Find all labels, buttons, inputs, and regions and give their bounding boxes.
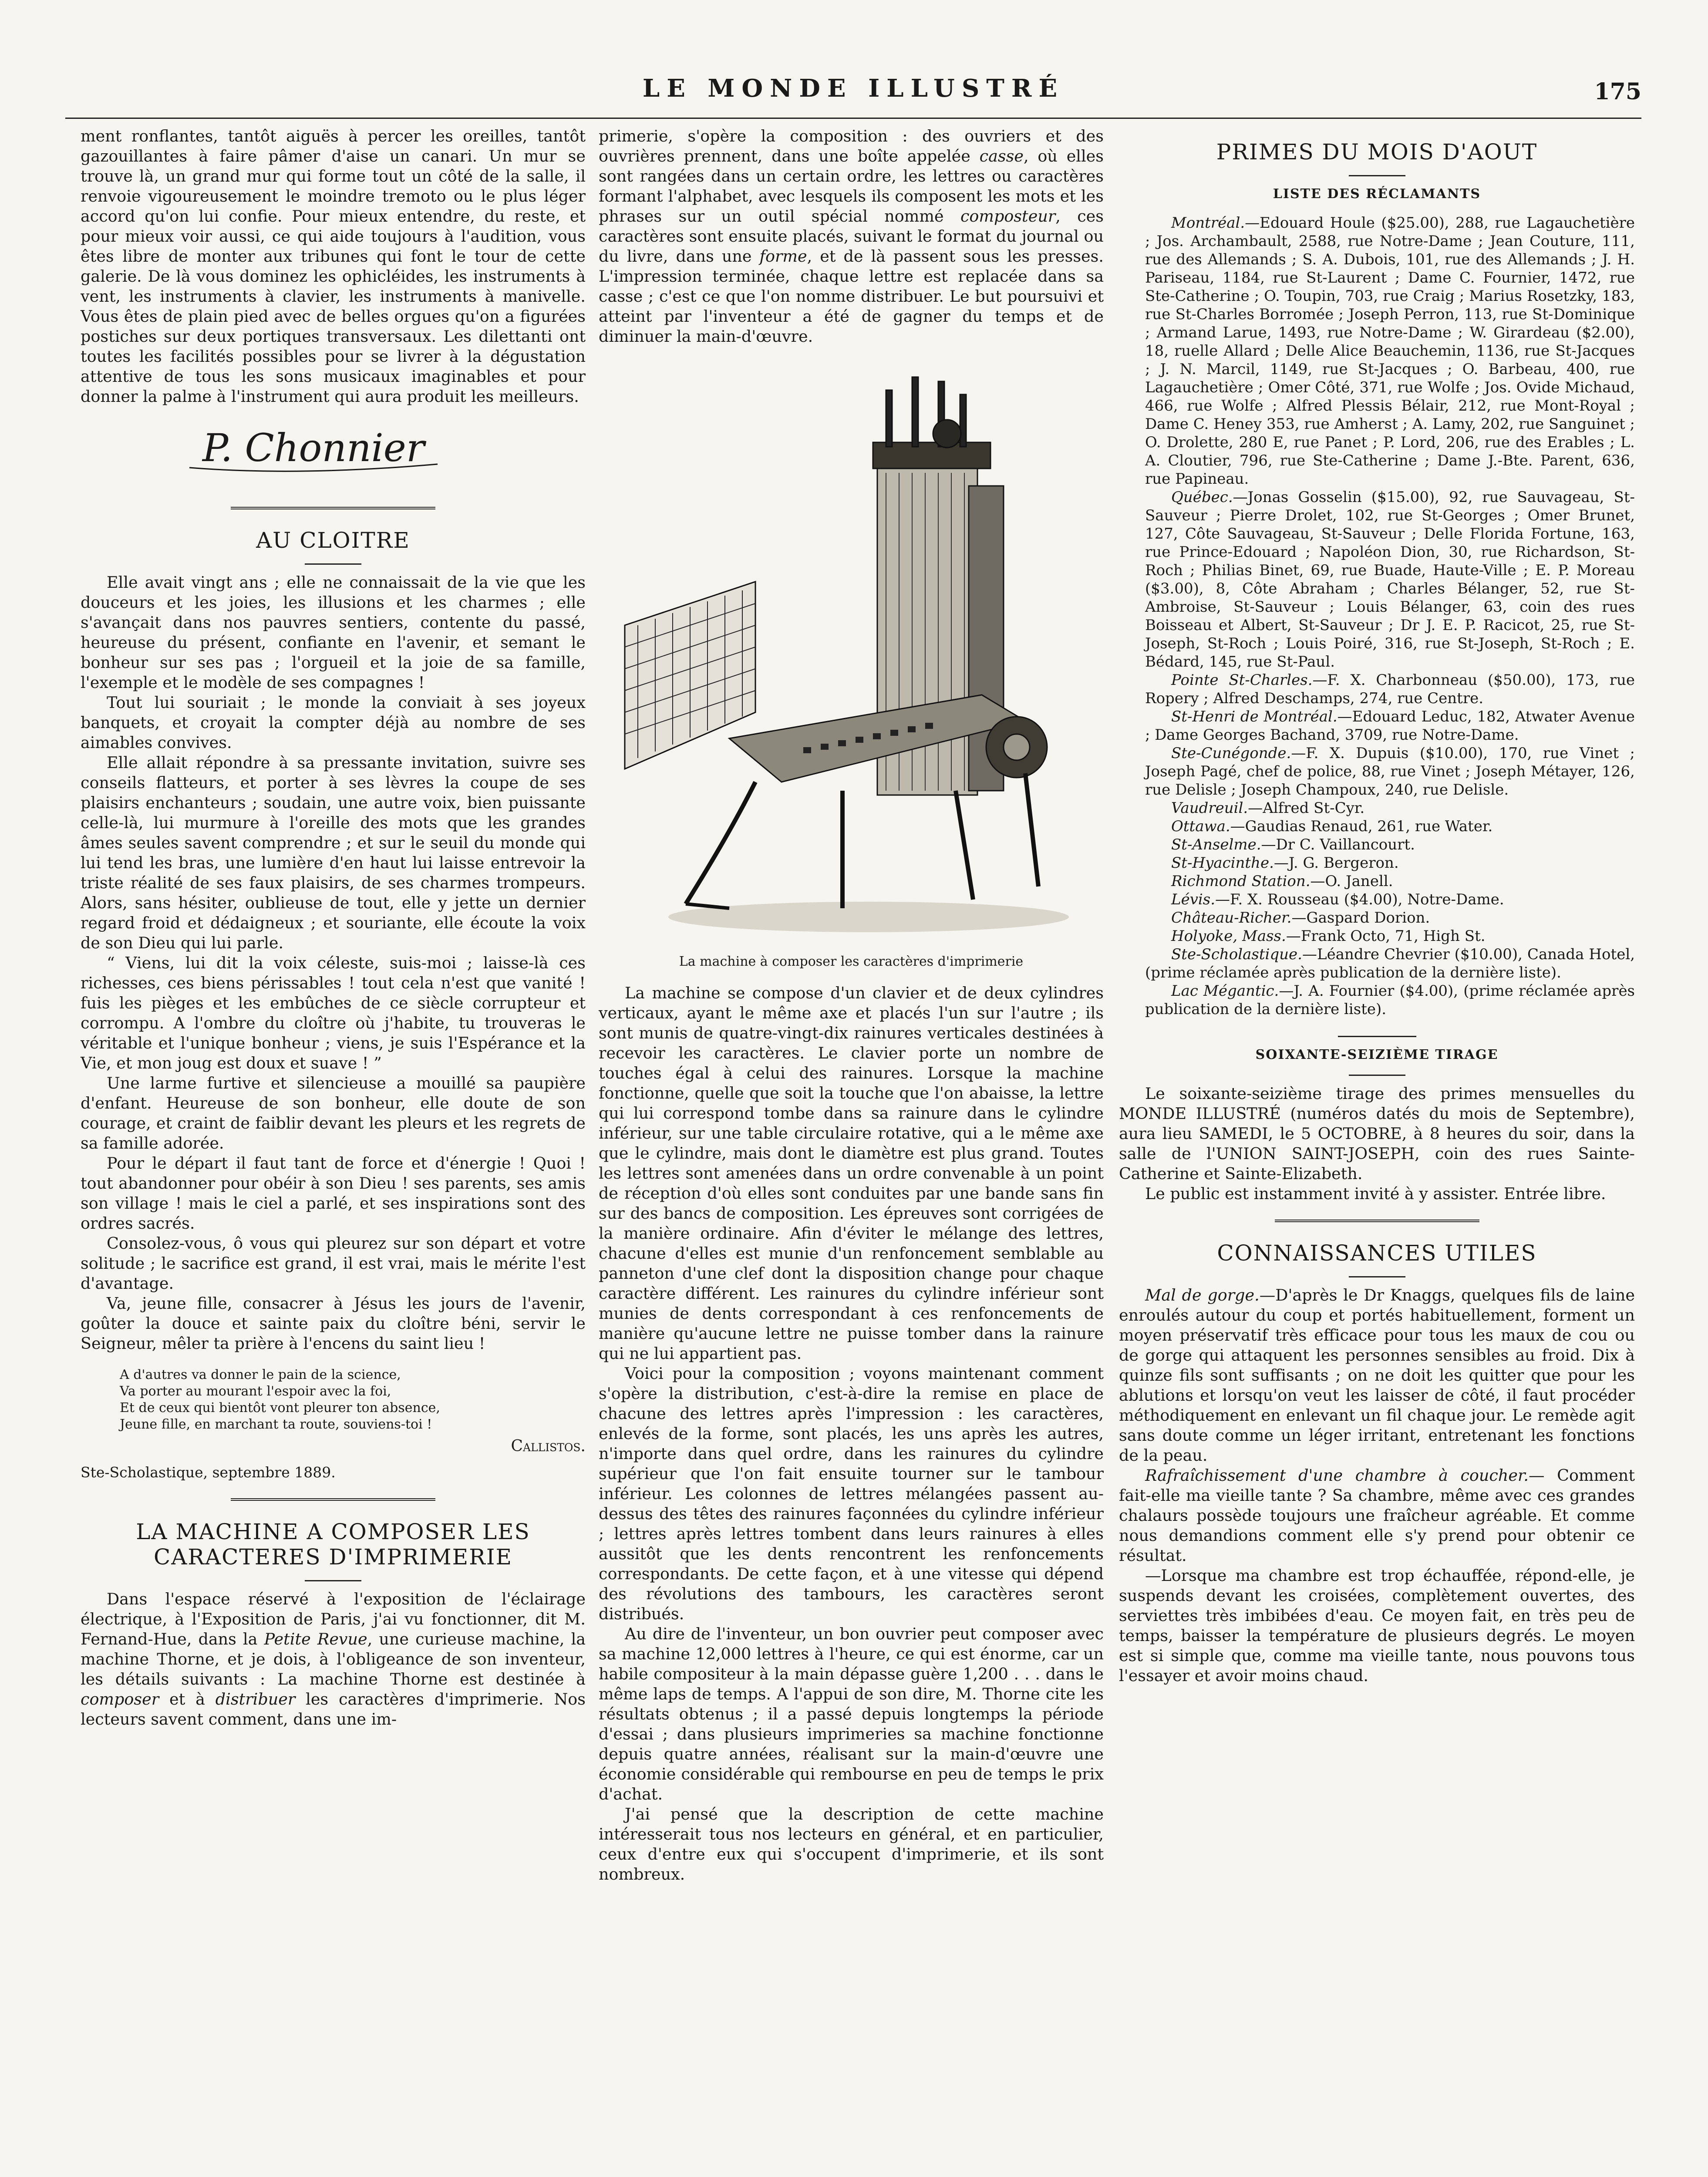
paragraph: Mal de gorge.—D'après le Dr Knaggs, quelques fils de laine enroulés autour du coup et portés habituellement, forment un moyen préservatif très efficace pour tous les maux de cou ou de gorge qui attaquent les personnes sensibles au froid. Dix à quinze fils sont suffisants ; on ne doit les quitter que pour les ablutions et lorsqu'on veut les laisser de côté, il faut procéder méthodiquement en enlevant un fil chaque jour. Le remède agit sans doute comme un léger irritant, entretenant les fonctions de la peau. bbox=[1119, 1286, 1635, 1465]
paragraph: Une larme furtive et silencieuse a mouillé sa paupière d'enfant. Heureuse de son bonheur, elle doute de son courage, et craint de faiblir devant les pleurs et les regrets de sa famille adorée. bbox=[81, 1074, 586, 1153]
section-title-connaissances: CONNAISSANCES UTILES bbox=[1217, 1240, 1537, 1266]
list-item: St-Henri de Montréal.—Edouard Leduc, 182, Atwater Avenue ; Dame Georges Bachand, 3709, rue Notre-Dame. bbox=[1145, 708, 1635, 744]
section-title-au-cloitre: AU CLOITRE bbox=[256, 528, 410, 553]
list-item: Pointe St-Charles.—F. X. Charbonneau ($50.00), 173, rue Ropery ; Alfred Deschamps, 274, rue Centre. bbox=[1145, 671, 1635, 707]
section-title-tirage: SOIXANTE-SEIZIÈME TIRAGE bbox=[1255, 1047, 1499, 1062]
paragraph: Consolez-vous, ô vous qui pleurez sur son départ et votre solitude ; le sacrifice est grand, il est vrai, mais le mérite l'est d'avantage. bbox=[81, 1234, 586, 1293]
section-divider bbox=[231, 507, 435, 512]
title-rule bbox=[1349, 175, 1405, 176]
column-3 bbox=[1119, 126, 1635, 1686]
title-rule bbox=[305, 1580, 361, 1581]
paragraph: primerie, s'opère la composition : des ouvriers et des ouvrières prennent, dans une boîte appelée casse, où elles sont rangées dans un certain ordre, les lettres ou caractères formant l'alphabet, avec lesquels ils composent les mots et les phrases sur un outil spécial nommé composteur, ces caractères sont ensuite placés, suivant le format du journal ou du livre, dans une forme, et de là passent sous les presses. L'impression terminée, chaque lettre est replacée dans sa casse ; c'est ce que l'on nomme distribuer. Le but poursuivi et atteint par l'inventeur a été de gagner du temps et de diminuer la main-d'œuvre. bbox=[599, 127, 1104, 346]
section-divider bbox=[231, 1498, 435, 1503]
primes-list bbox=[1119, 214, 1635, 1018]
paragraph: Le public est instamment invité à y assister. Entrée libre. bbox=[1145, 1184, 1606, 1203]
paragraph: Tout lui souriait ; le monde la conviait à ses joyeux banquets, et croyait la compter déjà au nombre de ses aimables convives. bbox=[81, 693, 586, 752]
poem-line: Et de ceux qui bientôt vont pleurer ton absence, bbox=[120, 1400, 440, 1415]
list-item: Lac Mégantic.—J. A. Fournier ($4.00), (prime réclamée après publication de la dernière liste). bbox=[1145, 982, 1635, 1018]
paragraph: La machine se compose d'un clavier et de deux cylindres verticaux, ayant le même axe et placés l'un sur l'autre ; ils sont munis de quatre-vingt-dix rainures verticales destinées à recevoir les caractères. Le clavier porte un nombre de touches égal à celui des rainures. Lorsque la machine fonctionne, quelle que soit la touche que l'on abaisse, la lettre qui lui correspond tombe dans sa rainure dans le cylindre inférieur, sur une table circulaire rotative, qui a le même axe que le cylindre, mais dont le diamètre est plus grand. Toutes les lettres sont amenées dans un ordre convenable à un point de réception d'où elles sont conduites par une bande sans fin sur des bancs de composition. Les épreuves sont corrigées de la manière ordinaire. Afin d'éviter le mélange des lettres, chacune d'elles est munie d'un renfoncement semblable au panneton d'une clef dont la disposition change pour chaque caractère différent. Les rainures du cylindre inférieur sont munies de dents correspondant à ces renfoncements de manière qu'aucune lettre ne puisse tomber dans la rainure qui ne lui appartient pas. bbox=[599, 984, 1104, 1363]
list-item: Québec.—Jonas Gosselin ($15.00), 92, rue Sauvageau, St-Sauveur ; Pierre Drolet, 102, rue St-Georges ; Omer Brunet, 127, Côte Sauvageau, St-Sauveur ; Delle Florida Fortune, 163, rue Prince-Edouard ; Napoléon Dion, 30, rue Richardson, St-Roch ; Philias Binet, 69, rue Buade, Haute-Ville ; E. P. Moreau ($3.00), 8, Côte Abraham ; Charles Bélanger, 52, rue St-Ambroise, St-Sauveur ; Louis Bélanger, 63, coin des rues Boisseau et Albert, St-Sauveur ; Dr J. E. P. Racicot, 25, rue St-Joseph, St-Roch ; Louis Poiré, 316, rue St-Joseph, St-Roch ; E. Bédard, 145, rue St-Paul. bbox=[1145, 489, 1635, 671]
paragraph: Le soixante-seizième tirage des primes mensuelles du MONDE ILLUSTRÉ (numéros datés du mois de Septembre), aura lieu SAMEDI, le 5 OCTOBRE, à 8 heures du soir, dans la salle de l'UNION SAINT-JOSEPH, coin des rues Sainte-Catherine et Sainte-Elizabeth. bbox=[1119, 1084, 1635, 1183]
paragraph: Voici pour la composition ; voyons maintenant comment s'opère la distribution, c'est-à-dire la remise en place de chacune des lettres après l'impression : les caractères, enlevés de la forme, sont placés, les uns après les autres, n'importe dans quel ordre, dans les rainures du cylindre supérieur que l'on fait ensuite tourner sur le tambour inférieur. Les colonnes de lettres mélangées passent au-dessus des têtes des rainures façonnées du cylindre inférieur ; lettres après lettres tombent dans leurs rainures à elles aussitôt que les dents rencontrent les renfoncements correspondants. De cette façon, et à une vitesse qui dépend des révolutions des tambours, les caractères seront distribués. bbox=[599, 1364, 1104, 1623]
section-divider bbox=[1275, 1220, 1479, 1225]
section-divider bbox=[1338, 1036, 1416, 1037]
poem-line: Jeune fille, en marchant ta route, souviens-toi ! bbox=[120, 1417, 432, 1432]
machine-illustration bbox=[599, 364, 1104, 947]
article-continuation: ment ronflantes, tantôt aiguës à percer les oreilles, tantôt gazouillantes à faire pâmer d'aise un canari. Un mur se trouve là, un grand mur qui forme tout un côté de la salle, il renvoie vigoureusement le moindre tremoto ou le plus léger accord qu'on lui confie. Pour mieux entendre, du reste, et pour mieux voir aussi, ce qui aide toujours à l'audition, vous êtes libre de monter aux tribunes qui font le tour de cette galerie. De là vous dominez les ophicléides, les instruments à vent, les instruments à clavier, les instruments à manivelle. Vous êtes de plain pied avec de belles orgues qu'on a figurées postiches sur deux portiques transversaux. Les dilettanti ont toutes les facilités possibles pour se livrer à la dégustation attentive de tous les sons musicaux imaginables et pour donner la palme à l'instrument qui aura produit les meilleurs. bbox=[81, 127, 586, 406]
signature bbox=[81, 415, 586, 481]
list-item: Richmond Station.—O. Janell. bbox=[1171, 873, 1393, 890]
typesetting-machine-engraving bbox=[599, 364, 1104, 947]
list-item: Holyoke, Mass.—Frank Octo, 71, High St. bbox=[1171, 927, 1486, 945]
title-rule bbox=[1349, 1276, 1405, 1277]
list-title: LISTE DES RÉCLAMANTS bbox=[1273, 186, 1481, 202]
page-header bbox=[65, 65, 1641, 118]
poem-author: Callistos. bbox=[511, 1437, 586, 1455]
list-item: Ottawa.—Gaudias Renaud, 261, rue Water. bbox=[1171, 818, 1493, 835]
section-title-machine: LA MACHINE A COMPOSER LES CARACTERES D'IMPRIMERIE bbox=[136, 1519, 530, 1570]
poem-line: Va porter au mourant l'espoir avec la foi, bbox=[120, 1384, 391, 1399]
paragraph: —Lorsque ma chambre est trop échauffée, répond-elle, je suspends devant les croisées, complètement ouvertes, des serviettes très imbibées d'eau. Ce moyen fait, en très peu de temps, baisser la température de plusieurs degrés. Le moyen est si simple que, comme ma vieille tante, nous pouvons tous l'essayer et avoir moins chaud. bbox=[1119, 1566, 1635, 1685]
list-item: St-Hyacinthe.—J. G. Bergeron. bbox=[1171, 854, 1399, 872]
section-title-primes: PRIMES DU MOIS D'AOUT bbox=[1216, 139, 1538, 165]
list-item: Ste-Cunégonde.—F. X. Dupuis ($10.00), 170, rue Vinet ; Joseph Pagé, chef de police, 88, rue Vinet ; Joseph Métayer, 126, rue Delisle ; Joseph Champoux, 240, rue Delisle. bbox=[1145, 745, 1635, 799]
page-number: 175 bbox=[1594, 78, 1641, 105]
paragraph: Dans l'espace réservé à l'exposition de l'éclairage électrique, à l'Exposition de Paris, j'ai vu fonctionner, dit M. Fernand-Hue, dans la Petite Revue, une curieuse machine, la machine Thorne, et je dois, à l'obligeance de son inventeur, les détails suivants : La machine Thorne est destinée à composer et à distribuer les caractères d'imprimerie. Nos lecteurs savent comment, dans une im- bbox=[81, 1590, 586, 1729]
list-item: Vaudreuil.—Alfred St-Cyr. bbox=[1171, 799, 1365, 817]
column-2 bbox=[599, 126, 1104, 1884]
paragraph: Elle allait répondre à sa pressante invitation, suivre ses conseils flatteurs, et porter à ses lèvres la coupe de ses plaisirs enchanteurs ; soudain, une autre voix, bien puissante celle-là, lui murmure à l'oreille des mots que les grandes âmes seules savent comprendre ; et sur le seuil du monde qui lui tend les bras, une lumière d'en haut lui laisse entrevoir la triste réalité de ses faux plaisirs, de ses charmes trompeurs. Alors, sans hésiter, oublieuse de tout, elle y jette un dernier regard froid et dédaigneux ; et souriante, elle écoute la voix de son Dieu qui lui parle. bbox=[81, 753, 586, 952]
paragraph: Va, jeune fille, consacrer à Jésus les jours de l'avenir, goûter la douce et sainte paix du cloître béni, servir le Seigneur, mêler ta prière à l'encens du saint lieu ! bbox=[81, 1294, 586, 1353]
paragraph: Rafraîchissement d'une chambre à coucher.— Comment fait-elle ma vieille tante ? Sa chambre, même avec ces grandes chalaurs possède toujours une fraîcheur agréable. Et comme nous demandions comment elle s'y prend pour obtenir ce résultat. bbox=[1119, 1466, 1635, 1565]
signature-graphic bbox=[81, 415, 586, 481]
title-rule bbox=[1349, 1075, 1405, 1076]
header-rule bbox=[65, 118, 1641, 119]
paragraph: Elle avait vingt ans ; elle ne connaissait de la vie que les douceurs et les joies, les illusions et les charmes ; elle s'avançait dans nos pauvres sentiers, contente du passé, heureuse du présent, confiante en l'avenir, et semant le bonheur sur ses pas ; l'orgueil et la joie de sa famille, l'exemple et le modèle de ses compagnes ! bbox=[81, 573, 586, 692]
poem-line: A d'autres va donner le pain de la science, bbox=[120, 1367, 401, 1382]
column-1 bbox=[81, 126, 586, 1729]
place-date: Ste-Scholastique, septembre 1889. bbox=[81, 1464, 336, 1481]
poem bbox=[120, 1367, 586, 1433]
list-item: Ste-Scholastique.—Léandre Chevrier ($10.00), Canada Hotel, (prime réclamée après publication de la dernière liste). bbox=[1145, 946, 1635, 981]
signature-text: P. Chonnier bbox=[202, 425, 424, 470]
paragraph: “ Viens, lui dit la voix céleste, suis-moi ; laisse-là ces richesses, ces biens périssables ! tout cela n'est que vanité ! fuis les pièges et les embûches de ce siècle corrupteur et corrompu. A l'ombre du cloître où j'habite, tu trouveras le véritable et l'unique bonheur ; viens, je suis l'Espérance et la Vie, et mon joug est doux et suave ! ” bbox=[81, 954, 586, 1072]
list-item: Château-Richer.—Gaspard Dorion. bbox=[1171, 909, 1430, 927]
list-item: St-Anselme.—Dr C. Vaillancourt. bbox=[1171, 836, 1415, 853]
newspaper-title: LE MONDE ILLUSTRÉ bbox=[642, 74, 1065, 103]
figure-caption: La machine à composer les caractères d'imprimerie bbox=[679, 954, 1024, 969]
list-item: Montréal.—Edouard Houle ($25.00), 288, rue Lagauchetière ; Jos. Archambault, 2588, rue Notre-Dame ; Jean Couture, 111, rue des Allemands ; S. A. Dubois, 101, rue des Allemands ; J. H. Pariseau, 1184, rue St-Laurent ; Dame C. Fournier, 1472, rue Ste-Catherine ; O. Toupin, 703, rue Craig ; Marius Rosetzky, 183, rue St-Charles Borromée ; Joseph Perron, 113, rue St-Dominique ; Armand Larue, 1493, rue Notre-Dame ; W. Girardeau ($2.00), 18, ruelle Allard ; Delle Alice Beauchemin, 1136, rue St-Jacques ; J. N. Marcil, 1149, rue St-Jacques ; O. Barbeau, 400, rue Lagauchetière ; Omer Côté, 371, rue Wolfe ; Jos. Ovide Michaud, 466, rue Wolfe ; Alfred Plessis Bélair, 212, rue Mont-Royal ; Dame C. Heney 353, rue Amherst ; A. Lamy, 202, rue Sanguinet ; O. Drolette, 280 E, rue Panet ; P. Lord, 206, rue des Erables ; L. A. Cloutier, 796, rue Ste-Catherine ; Dame J.-Bte. Parent, 636, rue Papineau. bbox=[1145, 214, 1635, 488]
paragraph: J'ai pensé que la description de cette machine intéresserait tous nos lecteurs en général, et en particulier, ceux d'entre eux qui s'occupent d'imprimerie, et ils sont nombreux. bbox=[599, 1805, 1104, 1884]
list-item: Lévis.—F. X. Rousseau ($4.00), Notre-Dame. bbox=[1171, 891, 1504, 908]
paragraph: Au dire de l'inventeur, un bon ouvrier peut composer avec sa machine 12,000 lettres à l'heure, ce qui est énorme, car un habile compositeur à la main dépasse guère 1,200 . . . dans le même laps de temps. A l'appui de son dire, M. Thorne cite les résultats obtenus ; il a passé depuis longtemps la période d'essai ; dans plusieurs imprimeries sa machine fonctionne depuis quatre années, réalisant sur la main-d'œuvre une économie considérable qui rembourse en peu de temps le prix d'achat. bbox=[599, 1624, 1104, 1803]
paragraph: Pour le départ il faut tant de force et d'énergie ! Quoi ! tout abandonner pour obéir à son Dieu ! ses parents, ses amis son village ! mais le ciel a parlé, et ses inspirations sont des ordres sacrés. bbox=[81, 1154, 586, 1233]
title-rule bbox=[305, 563, 361, 565]
